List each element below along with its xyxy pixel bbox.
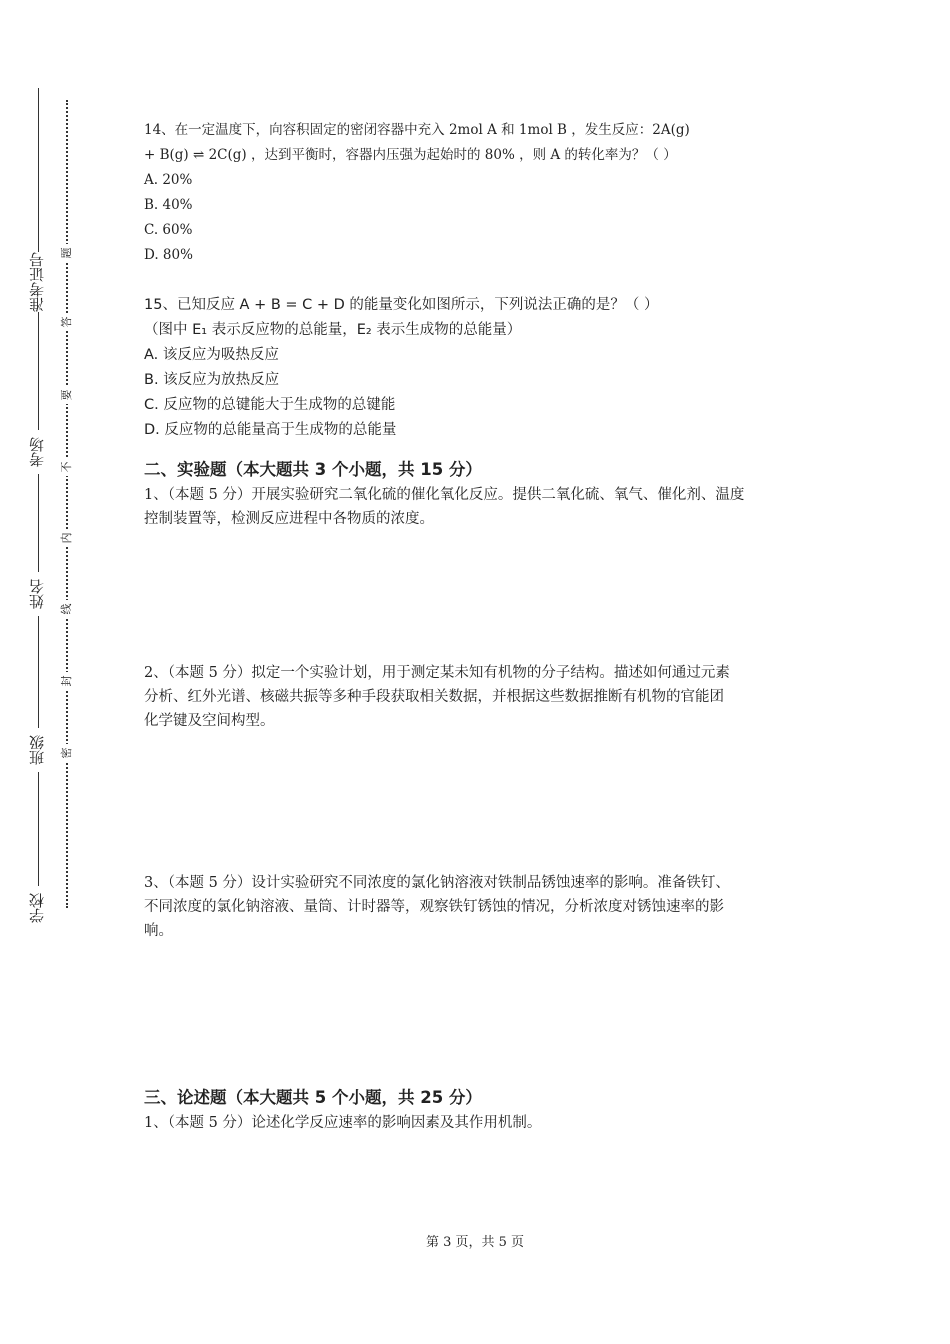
text-line: 2、（本题 5 分）拟定一个实验计划，用于测定某未知有机物的分子结构。描述如何通过元素 (144, 665, 730, 681)
question-14-line1: 14、在一定温度下，向容积固定的密闭容器中充入 2mol A 和 1mol B ，发生反应：2A(g) (144, 122, 690, 138)
experiment-question-3 (144, 871, 814, 943)
text-line: 1、（本题 5 分）开展实验研究二氧化硫的催化氧化反应。提供二氧化硫、氧气、催化剂、温度 (144, 487, 745, 503)
text-line: 分析、红外光谱、核磁共振等多种手段获取相关数据，并根据这些数据推断有机物的官能团 (144, 689, 724, 705)
label-exam-room: 考场 (20, 430, 54, 474)
text-line: 化学键及空间构型。 (144, 713, 275, 729)
question-14-line2: + B(g) ⇌ 2C(g) ，达到平衡时，容器内压强为起始时的 80% ，则 A 的转化率为？（ ） (144, 147, 677, 163)
text-line: 控制装置等，检测反应进程中各物质的浓度。 (144, 511, 434, 527)
text-line: 响。 (144, 923, 173, 939)
text-line: 不同浓度的氯化钠溶液、量筒、计时器等，观察铁钉锈蚀的情况，分析浓度对锈蚀速率的影 (144, 899, 724, 915)
option-c: C. 反应物的总键能大于生成物的总键能 (144, 397, 396, 413)
text-line: 3、（本题 5 分）设计实验研究不同浓度的氯化钠溶液对铁制品锈蚀速率的影响。准备铁钉、 (144, 875, 730, 891)
option-a: A. 20% (144, 172, 193, 188)
option-a: A. 该反应为吸热反应 (144, 347, 279, 363)
question-15 (144, 293, 814, 443)
question-14 (144, 118, 814, 268)
label-school: 学校 (20, 886, 54, 930)
label-class: 班级 (20, 728, 54, 772)
seal-char-xian: 线 (58, 600, 76, 618)
text-line: 1、（本题 5 分）论述化学反应速率的影响因素及其作用机制。 (144, 1115, 542, 1131)
experiment-question-1 (144, 483, 814, 531)
answer-space (144, 943, 814, 1085)
experiment-question-2 (144, 661, 814, 733)
exam-content (144, 118, 814, 1135)
seal-char-mi: 密 (58, 744, 76, 762)
answer-space (144, 531, 814, 661)
option-d: D. 反应物的总能量高于生成物的总能量 (144, 422, 397, 438)
option-b: B. 40% (144, 197, 193, 213)
seal-char-ti: 题 (58, 244, 76, 262)
answer-space (144, 733, 814, 871)
seal-char-nei: 内 (58, 529, 76, 547)
option-c: C. 60% (144, 222, 193, 238)
binding-dotted-line (66, 100, 68, 908)
label-exam-number: 准考证号 (20, 252, 54, 312)
essay-question-1 (144, 1111, 814, 1135)
option-d: D. 80% (144, 247, 193, 263)
option-b: B. 该反应为放热反应 (144, 372, 280, 388)
question-15-note: （图中 E₁ 表示反应物的总能量，E₂ 表示生成物的总能量） (144, 322, 522, 338)
question-15-stem: 15、已知反应 A + B = C + D 的能量变化如图所示，下列说法正确的是？（ ） (144, 297, 659, 313)
binding-solid-line (38, 88, 39, 928)
section-3-title: 三、论述题（本大题共 5 个小题，共 25 分） (144, 1088, 482, 1107)
seal-char-da: 答 (58, 313, 76, 331)
seal-char-bu: 不 (58, 458, 76, 476)
section-2-title: 二、实验题（本大题共 3 个小题，共 15 分） (144, 460, 482, 479)
seal-char-yao: 要 (58, 386, 76, 404)
page-number: 第 3 页，共 5 页 (425, 1235, 525, 1250)
seal-char-feng: 封 (58, 672, 76, 690)
label-name: 姓名 (20, 572, 54, 616)
